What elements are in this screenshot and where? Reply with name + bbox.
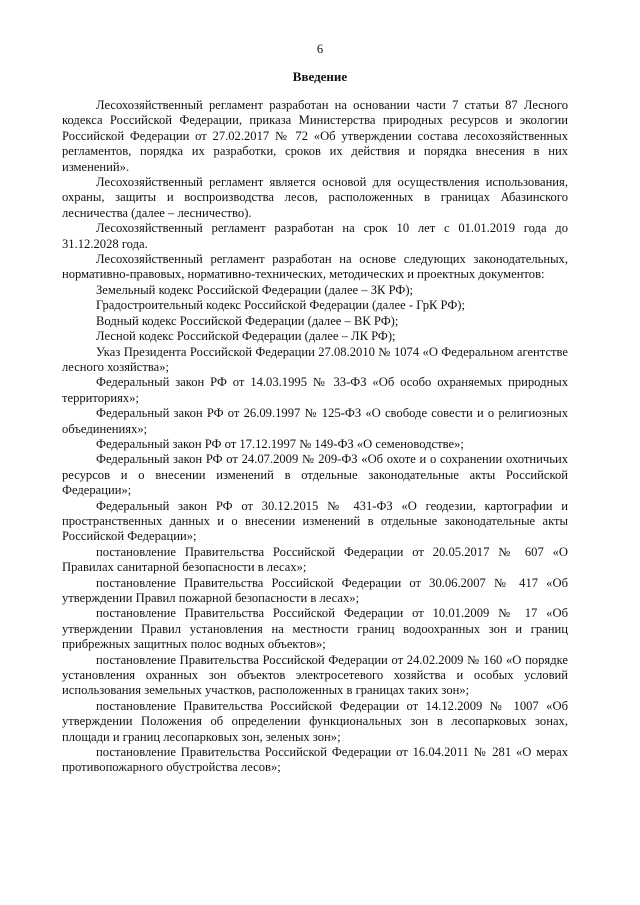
paragraph: Лесохозяйственный регламент разработан на основании части 7 статьи 87 Лесного кодекса Российской Федерации, приказа Министерства природных ресурсов и экологии Российской Федерации от 27.02.2017 № 72 «Об утверждении состава лесохозяйственных регламентов, порядка их разработки, сроков их действия и порядка внесения в них изменений».	[62, 98, 568, 174]
paragraph: Водный кодекс Российской Федерации (далее – ВК РФ);	[96, 313, 399, 328]
paragraph: Лесной кодекс Российской Федерации (далее – ЛК РФ);	[96, 329, 396, 344]
page-number: 6	[316, 42, 324, 56]
paragraph: Указ Президента Российской Федерации 27.08.2010 № 1074 «О Федеральном агентстве лесного хозяйства»;	[62, 344, 568, 374]
paragraph: Федеральный закон РФ от 26.09.1997 № 125-ФЗ «О свободе совести и о религиозных объединениях»;	[62, 406, 568, 436]
paragraph: постановление Правительства Российской Федерации от 20.05.2017 № 607 «О Правилах санитарной безопасности в лесах»;	[62, 544, 568, 575]
paragraph: постановление Правительства Российской Федерации от 10.01.2009 № 17 «Об утверждении Правил установления на местности границ водоохранных зон и границ прибрежных защитных полос водных объектов»;	[62, 606, 568, 652]
paragraph: Земельный кодекс Российской Федерации (далее – ЗК РФ);	[96, 282, 414, 297]
paragraph: постановление Правительства Российской Федерации от 24.02.2009 № 160 «О порядке установления охранных зон объектов электросетевого хозяйства и особых условий использования земельных участков, расположенных в границах таких зон»;	[62, 652, 568, 698]
paragraph: постановление Правительства Российской Федерации от 16.04.2011 № 281 «О мерах противопожарного обустройства лесов»;	[62, 745, 568, 775]
paragraph: постановление Правительства Российской Федерации от 30.06.2007 № 417 «Об утверждении Правил пожарной безопасности в лесах»;	[62, 575, 568, 605]
section-heading: Введение	[292, 69, 348, 84]
paragraph: Лесохозяйственный регламент разработан на основе следующих законодательных, нормативно-правовых, нормативно-технических, методических и проектных документов:	[62, 252, 568, 282]
paragraph: Лесохозяйственный регламент является основой для осуществления использования, охраны, защиты и воспроизводства лесов, расположенных в границах Абазинского лесничества (далее – лесничество).	[62, 175, 568, 220]
paragraph: Федеральный закон РФ от 17.12.1997 № 149-ФЗ «О семеноводстве»;	[96, 436, 464, 451]
paragraph: Федеральный закон РФ от 14.03.1995 № 33-ФЗ «Об особо охраняемых природных территориях»;	[62, 375, 568, 405]
paragraph: Федеральный закон РФ от 30.12.2015 № 431-ФЗ «О геодезии, картографии и пространственных данных и о внесении изменений в отдельные законодательные акты Российской Федерации»;	[62, 498, 568, 544]
paragraph: Градостроительный кодекс Российской Федерации (далее - ГрК РФ);	[96, 298, 465, 313]
document-body	[62, 98, 568, 776]
paragraph: Федеральный закон РФ от 24.07.2009 № 209-ФЗ «Об охоте и о сохранении охотничьих ресурсов и о внесении изменений в отдельные законодательные акты Российской Федерации»;	[62, 452, 568, 498]
paragraph: Лесохозяйственный регламент разработан на срок 10 лет с 01.01.2019 года до 31.12.2028 года.	[62, 221, 568, 251]
paragraph: постановление Правительства Российской Федерации от 14.12.2009 № 1007 «Об утверждении Положения об определении функциональных зон в лесопарковых зонах, площади и границ лесопарковых зон, зеленых зон»;	[62, 698, 568, 744]
